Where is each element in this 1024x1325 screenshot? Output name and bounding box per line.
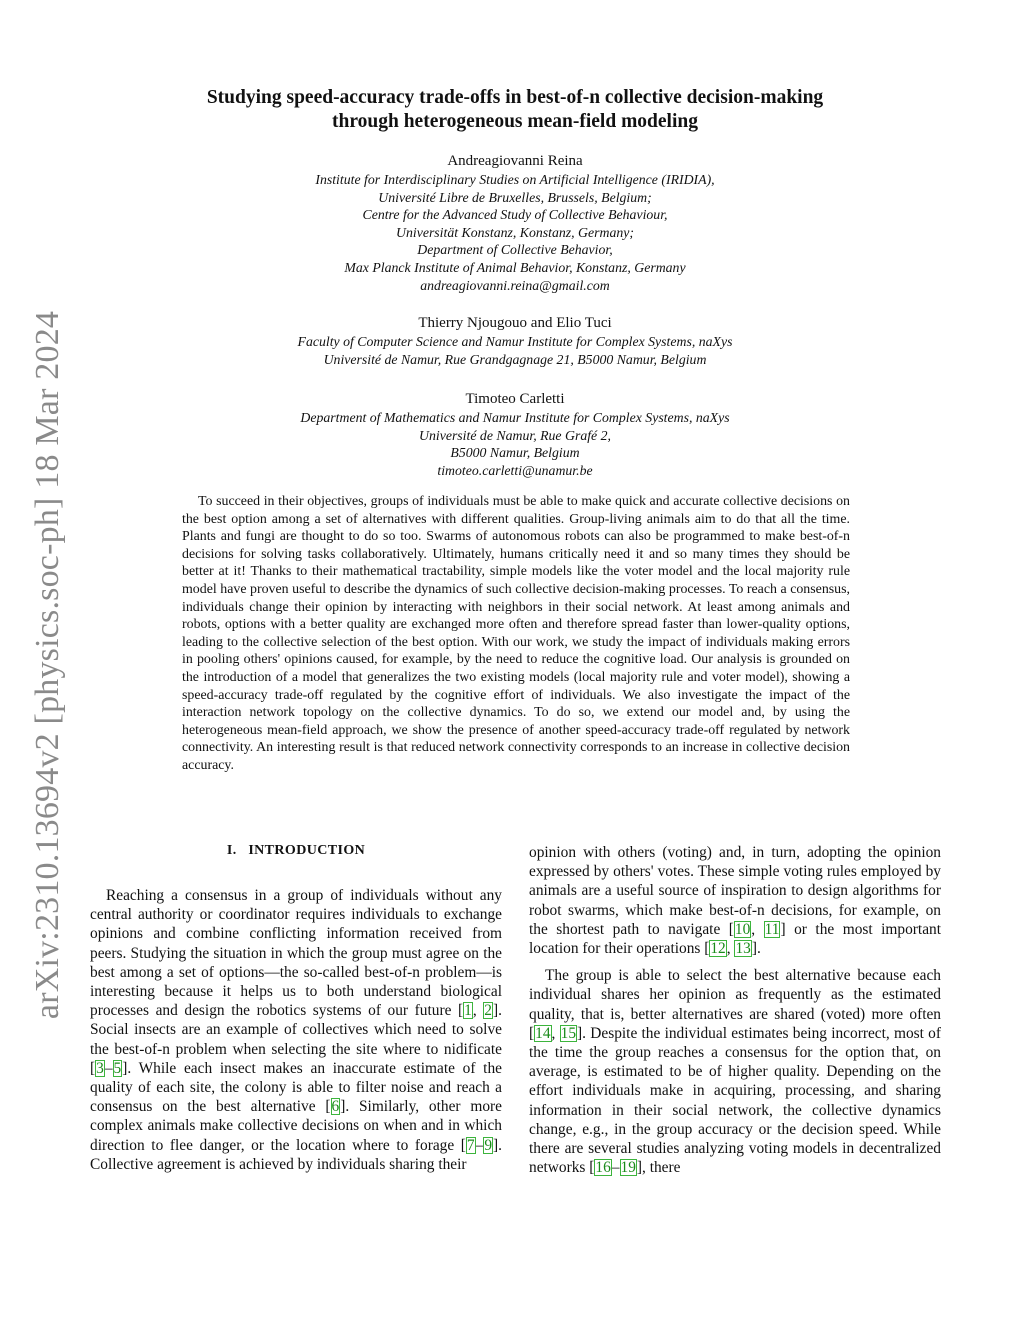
affiliation-line: Faculty of Computer Science and Namur Institute for Complex Systems, naXys — [297, 334, 733, 349]
arxiv-identifier-text: arXiv:2310.13694v2 [physics.soc-ph] 18 Mar 2024 — [29, 310, 66, 1020]
affiliation-line: Institute for Interdisciplinary Studies on Artificial Intelligence (IRIDIA), — [315, 172, 715, 187]
citation-link[interactable]: 16 — [595, 1159, 611, 1177]
author-affiliation-1 — [130, 171, 900, 294]
citation-link[interactable]: 13 — [735, 940, 751, 958]
citation-link[interactable]: 3 — [96, 1059, 104, 1077]
text-run: ]. Despite the individual estimates being incorrect, most of the time the group reaches a consensus for the option that, on average, is estimated to be of higher quality. Depending on the effort individuals make in acquiring, processing, and sharing information in their social network, the collective dynamics change, e.g., in the group accuracy or the decision speed. While there are several studies analyzing voting models in decentralized networks [ — [529, 1024, 942, 1177]
author-name-2: Thierry Njougouo and Elio Tuci — [418, 315, 612, 331]
citation-link[interactable]: 12 — [710, 940, 726, 958]
author-name-3: Timoteo Carletti — [465, 391, 565, 407]
affiliation-line: Department of Mathematics and Namur Institute for Complex Systems, naXys — [300, 410, 730, 425]
text-run: ] or the most important location for their operations [ — [529, 920, 941, 958]
affiliation-line: B5000 Namur, Belgium — [450, 445, 580, 461]
section-heading — [90, 843, 502, 859]
affiliation-line: Universität Konstanz, Konstanz, Germany; — [396, 224, 634, 240]
citation-link[interactable]: 19 — [620, 1159, 636, 1177]
paper-title-line-2: through heterogeneous mean-field modeling — [332, 111, 698, 132]
intro-column-right — [529, 843, 941, 1177]
text-run: ]. Social insects are an example of collectives which need to solve the best-of-n problem when selecting the site where to nidificate [ — [90, 1002, 502, 1077]
citation-link[interactable]: 5 — [113, 1059, 122, 1077]
text-run: opinion with others (voting) and, in turn, adopting the opinion expressed by others' votes. These simple voting rules employed by animals are a useful source of inspiration to design algorithms for robot swarms, which make best-of-n decisions, for example, on the shortest path to navigate [ — [529, 844, 941, 938]
affiliation-line: Centre for the Advanced Study of Collective Behaviour, — [362, 207, 668, 223]
affiliation-line: Université de Namur, Rue Grandgagnage 21, B5000 Namur, Belgium — [323, 351, 707, 367]
author-email[interactable]: andreagiovanni.reina@gmail.com — [420, 277, 610, 293]
citation-link[interactable]: 1 — [464, 1002, 472, 1020]
affiliation-line: Max Planck Institute of Animal Behavior, Konstanz, Germany — [344, 259, 686, 275]
affiliation-line: Université Libre de Bruxelles, Brussels, Belgium; — [378, 189, 652, 205]
affiliation-line: Department of Collective Behavior, — [417, 242, 613, 258]
text-run: The group is able to select the best alternative because each individual shares her opinion as frequently as the estimated quality, that is, better alternatives are shared (voted) more often [ — [529, 967, 941, 1042]
intro-column-left — [90, 886, 502, 1174]
paper-title-line-1: Studying speed-accuracy trade-offs in best-of-n collective decision-making — [206, 87, 824, 108]
paragraph: opinion with others (voting) and, in turn, adopting the opinion expressed by others' votes. These simple voting rules employed by animals are a useful source of inspiration to design algorithms for robot swarms, which make best-of-n decisions, for example, on the shortest path to navigate [10, 11] or the most important location for their operations [12, 13]. — [529, 844, 941, 958]
author-email[interactable]: timoteo.carletti@unamur.be — [437, 462, 593, 478]
citation-link[interactable]: 9 — [484, 1136, 493, 1154]
section-title: INTRODUCTION — [248, 843, 366, 858]
text-run: ]. Similarly, other more complex animals make collective decisions on when and in which direction to flee danger, or the location where to forage [ — [90, 1098, 502, 1154]
citation-link[interactable]: 14 — [535, 1024, 551, 1042]
citation-link[interactable]: 10 — [734, 920, 751, 938]
citation-link[interactable]: 2 — [484, 1002, 492, 1020]
paragraph: The group is able to select the best alternative because each individual shares her opinion as frequently as the estimated quality, that is, better alternatives are shared (voted) more often [14, 15]. Despite the individual estimates being incorrect, most of the time the group reaches a consensus for the option that, on average, is estimated to be of higher quality. Depending on the effort individuals make in acquiring, processing, and sharing information in their social network, the collective dynamics change, e.g., in the group accuracy or the decision speed. While there are several studies analyzing voting models in decentralized networks [16–19], there — [529, 967, 942, 1177]
citation-link[interactable]: 11 — [764, 920, 780, 938]
author-affiliation-3 — [130, 409, 900, 479]
author-affiliation-2 — [130, 333, 900, 368]
author-name-1: Andreagiovanni Reina — [447, 153, 583, 169]
citation-link[interactable]: 15 — [560, 1024, 577, 1042]
text-run: ]. Collective agreement is achieved by individuals sharing their — [90, 1136, 502, 1173]
citation-link[interactable]: 7 — [466, 1136, 475, 1154]
arxiv-identifier — [30, 305, 66, 1025]
text-run: ], there — [636, 1159, 681, 1177]
section-number: I. — [226, 843, 237, 858]
citation-link[interactable]: 6 — [331, 1098, 340, 1116]
text-run: Reaching a consensus in a group of individuals without any central authority or coordinator requires individuals to exchange opinions and combine conflicting information received from peers. Studying the situation in which the group must agree on the best among a set of options—the so-called best-of-n problem—is interesting because it helps us to both understand biological processes and design the robotics systems of our future [ — [90, 887, 502, 1020]
text-run: ]. — [751, 940, 761, 958]
abstract: To succeed in their objectives, groups of individuals must be able to make quick and accurate collective decisions on the best option among a set of alternatives with different qualities. Group-living animals aim to do that all the time. Plants and fungi are thought to do so too. Swarms of autonomous robots can also be programmed to make best-of-n decisions for solving tasks collaboratively. Ultimately, humans critically need it and so many times they should be better at it! Thanks to their mathematical tractability, simple models like the voter model and the local majority rule model have proven useful to describe the dynamics of such collective decision-making processes. To reach a consensus, individuals change their opinion by interacting with neighbors in their social network. At least among animals and robots, options with a better quality are exchanged more often and therefore spread faster than lower-quality options, leading to the collective selection of the best option. With our work, we study the impact of individuals making errors in pooling others' opinions caused, for example, by the need to reduce the cognitive load. Our analysis is grounded on the introduction of a model that generalizes the two existing models (local majority rule and voter model), showing a speed-accuracy trade-off regulated by the cognitive effort of individuals. We also investigate the impact of the interaction network topology on the collective dynamics. To do so, we extend our model and, by using the heterogeneous mean-field approach, we show the presence of another speed-accuracy trade-off regulated by network connectivity. An interesting result is that reduced network connectivity corresponds to an increase in collective decision accuracy. — [182, 494, 850, 773]
affiliation-line: Université de Namur, Rue Grafé 2, — [419, 427, 611, 443]
paragraph: Reaching a consensus in a group of individuals without any central authority or coordinator requires individuals to exchange opinions and combine conflicting information received from peers. Studying the situation in which the group must agree on the best among a set of options—the so-called best-of-n problem—is interesting because it helps us to both understand biological processes and design the robotics systems of our future [1, 2]. Social insects are an example of collectives which need to solve the best-of-n problem when selecting the site where to nidificate [3–5]. While each insect makes an inaccurate estimate of the quality of each site, the colony is able to filter noise and reach a consensus on the best alternative [6]. Similarly, other more complex animals make collective decisions on when and in which direction to flee danger, or the location where to forage [7–9]. Collective agreement is achieved by individuals sharing their — [90, 887, 502, 1173]
text-run: ]. While each insect makes an inaccurate estimate of the quality of each site, the colony is able to filter noise and reach a consensus on the best alternative [ — [90, 1059, 502, 1116]
